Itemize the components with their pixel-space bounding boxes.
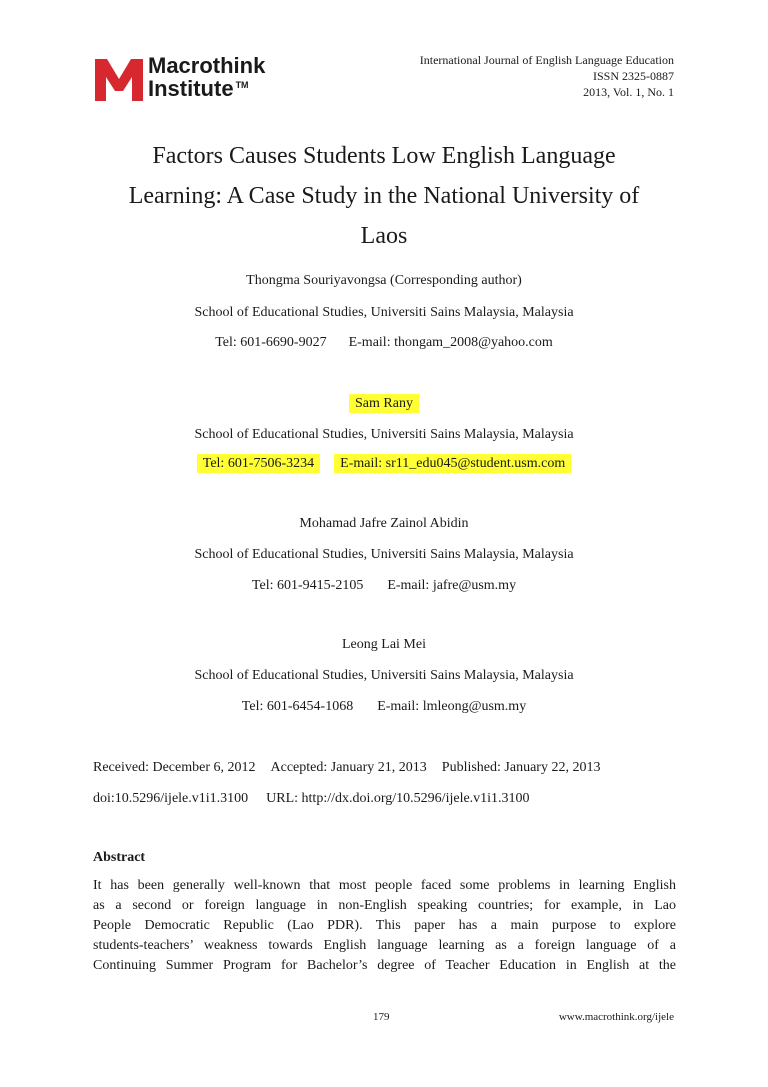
author-name: Mohamad Jafre Zainol Abidin [299,516,469,531]
doi: doi:10.5296/ijele.v1i1.3100 [93,791,249,806]
abstract-body [93,876,676,976]
journal-website[interactable]: www.macrothink.org/ijele [558,1011,674,1023]
abstract-line: as a second or foreign language in non-English speaking countries; for example, in Lao [93,898,676,913]
paper-title [60,136,708,256]
journal-issn: ISSN 2325-0887 [592,69,674,83]
author-contact [0,335,768,351]
abstract-line: It has been generally well-known that most people faced some problems in learning English [93,878,676,893]
received-date: Received: December 6, 2012 [93,760,256,775]
author-tel: Tel: 601-6454-1068 [241,699,354,714]
journal-header [420,52,674,100]
doi-url[interactable]: URL: http://dx.doi.org/10.5296/ijele.v1i1.3100 [266,791,530,806]
author-affiliation: School of Educational Studies, Universiti Sains Malaysia, Malaysia [194,668,574,683]
author-affiliation: School of Educational Studies, Universiti Sains Malaysia, Malaysia [194,547,574,562]
abstract-line: students-teachers’ weakness towards English language learning as a foreign language of a [93,938,676,953]
highlighted-author-email: E-mail: sr11_edu045@student.usm.com [334,454,571,473]
doi-row [93,791,530,807]
author-contact [0,456,768,472]
author-affiliation: School of Educational Studies, Universiti Sains Malaysia, Malaysia [194,427,574,442]
logo-line-2: Institute ™ [148,76,249,101]
author-email: E-mail: lmleong@usm.my [377,699,527,714]
highlighted-author-name: Sam Rany [349,394,419,413]
dates-row [93,760,600,776]
author-name [0,396,768,412]
author-contact [0,699,768,715]
author-tel: Tel: 601-9415-2105 [251,578,364,593]
page-number: 179 [373,1011,390,1023]
published-date: Published: January 22, 2013 [441,760,601,775]
author-tel: Tel: 601-6690-9027 [215,335,327,350]
author-contact [0,578,768,594]
abstract-heading: Abstract [93,850,146,865]
journal-name: International Journal of English Language Education [419,53,674,67]
author-email: E-mail: thongam_2008@yahoo.com [348,335,553,350]
logo-line-1: Macrothink [148,53,266,78]
trademark: TM [235,79,249,90]
title-line-1: Factors Causes Students Low English Language [152,143,616,169]
author-name: Thongma Souriyavongsa (Corresponding author) [246,273,522,288]
abstract-line: Continuing Summer Program for Bachelor’s degree of Teacher Education in English at the [93,958,676,973]
author-affiliation: School of Educational Studies, Universiti Sains Malaysia, Malaysia [194,305,574,320]
accepted-date: Accepted: January 21, 2013 [270,760,427,775]
journal-volume: 2013, Vol. 1, No. 1 [583,85,674,99]
title-line-3: Laos [360,223,408,249]
publisher-logo [93,53,293,103]
abstract-line: People Democratic Republic (Lao PDR). This paper has a main purpose to explore [93,918,676,933]
author-email: E-mail: jafre@usm.my [387,578,517,593]
title-line-2: Learning: A Case Study in the National University of [128,183,640,209]
highlighted-author-tel: Tel: 601-7506-3234 [197,454,320,473]
author-name: Leong Lai Mei [342,637,426,652]
macrothink-m-icon [93,53,145,103]
